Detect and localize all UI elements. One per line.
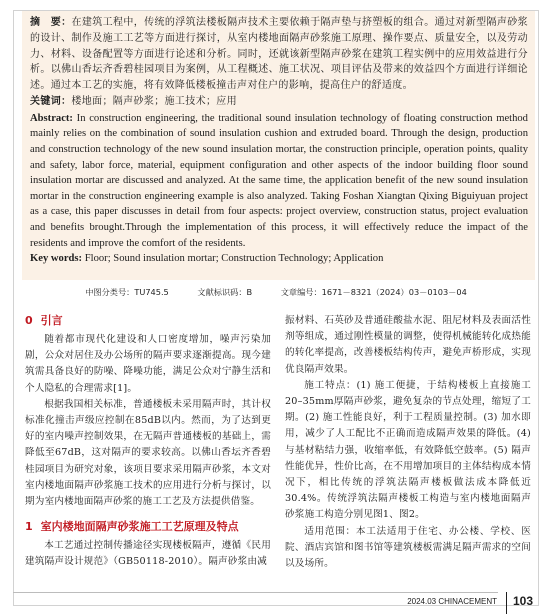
section-0-heading bbox=[25, 313, 271, 329]
abstract-en-text: In construction engineering, the traditional sound insulation technology of floating construction method mainly relies on the combination of sound insulation cushion and extruded board. Through the design, production and construction technology of the new sound insulation mortar, the construction principle, operation points, quality and safety, labor force, material, equipment configuration and other aspects of the indoor building floor sound insulation mortar are discussed and analyzed. At the same time, the application benefit of the new sound insulation mortar in the construction engineering example is also analyzed. Taking Foshan Xiangtan Qixing Biguiyuan project as a case, this paper discusses in detail from four aspects: project overview, construction status, project evaluation and benefits brought.Through the implementation of this process, it will effectively reduce the impact of the residents and improve the comfort of the residents. bbox=[30, 112, 528, 249]
abstract-cn bbox=[30, 15, 528, 94]
right-paragraph-1: 振材料、石英砂及普通硅酸盐水泥、阻尼材料及表面活性剂等组成，通过刚性模量的调整，使得机械能转化成热能的转化率提高，改善楼板结构传声，避免声桥形成，实现优良隔声效果。 bbox=[285, 315, 531, 375]
keywords-en-label: Key words: bbox=[30, 253, 83, 265]
journal-footer: 2024.03 CHINACEMENT bbox=[407, 597, 497, 606]
section-1-heading bbox=[25, 519, 271, 535]
construction-features-paragraph: 施工特点：(1) 施工便捷，于结构楼板上直接施工20–35mm厚隔声砂浆，避免复杂的节点处理，缩短了工期。(2) 施工性能良好，利于工程质量控制。(3) 加水即用，减少了人工配比不正确而造成隔声效果的降低。(4) 与基材粘结力强，收缩率低，有效降低空鼓率。(5) 隔声性能优异，性价比高，在不用增加项目的主体结构成本情况下，相比传统的浮筑法隔声楼板做法成本降低近30.4%。传统浮筑法隔声楼板工构造与室内楼地面隔声砂浆施工构造分别见图1、图2。 bbox=[285, 379, 531, 521]
abstract-en-label: Abstract: bbox=[30, 112, 73, 124]
classification-line bbox=[13, 287, 539, 298]
intro-paragraph-1: 随着都市现代化建设和人口密度增加，噪声污染加剧，公众对居住及办公场所的隔声要求逐渐提高。现今建筑需具备良好的防噪、降噪功能，满足公众对宁静生活和个人隐私的合理需求[1]。 bbox=[25, 334, 271, 394]
section-1-paragraph-1: 本工艺通过控制传播途径实现楼板隔声，遵循《民用建筑隔声设计规范》（GB50118-2010）。隔声砂浆由减 bbox=[25, 540, 271, 568]
section-1-title: 室内楼地面隔声砂浆施工工艺原理及特点 bbox=[40, 520, 239, 534]
footer-divider bbox=[506, 592, 507, 614]
article-number: 文章编号：1671－8321（2024）03－0103－04 bbox=[280, 287, 467, 297]
intro-paragraph-2: 根据我国相关标准，普通楼板未采用隔声时，其计权标准化撞击声级应控制在85dB以内。然而，为了达到更好的室内噪声控制效果，在无隔声普通楼板的基础上，需降低至67dB，这对隔声的要求较高。以佛山香坛齐香碧桂园项目为研究对象，该项目要求采用隔声砂浆，本文对室内楼地面隔声砂浆施工技术的应用进行分析与探讨，以期为室内楼地面隔声砂浆的施工工艺及方法提供借鉴。 bbox=[25, 398, 271, 508]
document-code: 文献标识码：B bbox=[197, 287, 253, 297]
page-number: 103 bbox=[513, 594, 534, 608]
abstract-en bbox=[30, 111, 528, 251]
clc-number: 中图分类号：TU745.5 bbox=[85, 287, 169, 297]
section-0-title: 引言 bbox=[40, 314, 63, 327]
right-column bbox=[285, 313, 531, 572]
keywords-cn-text: 楼地面；隔声砂浆；施工技术；应用 bbox=[71, 95, 238, 107]
keywords-en bbox=[30, 251, 528, 267]
keywords-cn bbox=[30, 94, 528, 110]
left-column bbox=[25, 313, 271, 571]
section-1-number: 1 bbox=[25, 520, 33, 534]
abstract-cn-label: 摘 要： bbox=[30, 17, 72, 28]
abstract-box bbox=[22, 11, 535, 280]
keywords-cn-label: 关键词： bbox=[30, 95, 72, 107]
abstract-cn-text: 在建筑工程中，传统的浮筑法楼板隔声技术主要依赖于隔声垫与挤塑板的组合。通过对新型隔声砂浆的设计、制作及施工工艺等方面进行探讨，从室内楼地面隔声砂浆施工原理、操作要点、质量安全，以及劳动力、材料、设备配置等方面进行论述和分析。同时，还就该新型隔声砂浆在建筑工程实例中的应用效益进行分析。以佛山香坛齐香碧桂园项目为案例，从工程概述、施工状况、项目评估及带来的效益四个方面进行详细论述。通过本工艺的实施，将有效降低楼板撞击声对住户的影响，提高住户的舒适度。 bbox=[30, 17, 529, 92]
footer-rule bbox=[13, 592, 498, 593]
keywords-en-text: Floor; Sound insulation mortar; Construction Technology; Application bbox=[84, 253, 384, 265]
section-0-number: 0 bbox=[25, 314, 33, 327]
scope-paragraph: 适用范围：本工法适用于住宅、办公楼、学校、医院、酒店宾馆和图书馆等建筑楼板需满足隔声需求的空间以及场所。 bbox=[285, 525, 531, 570]
